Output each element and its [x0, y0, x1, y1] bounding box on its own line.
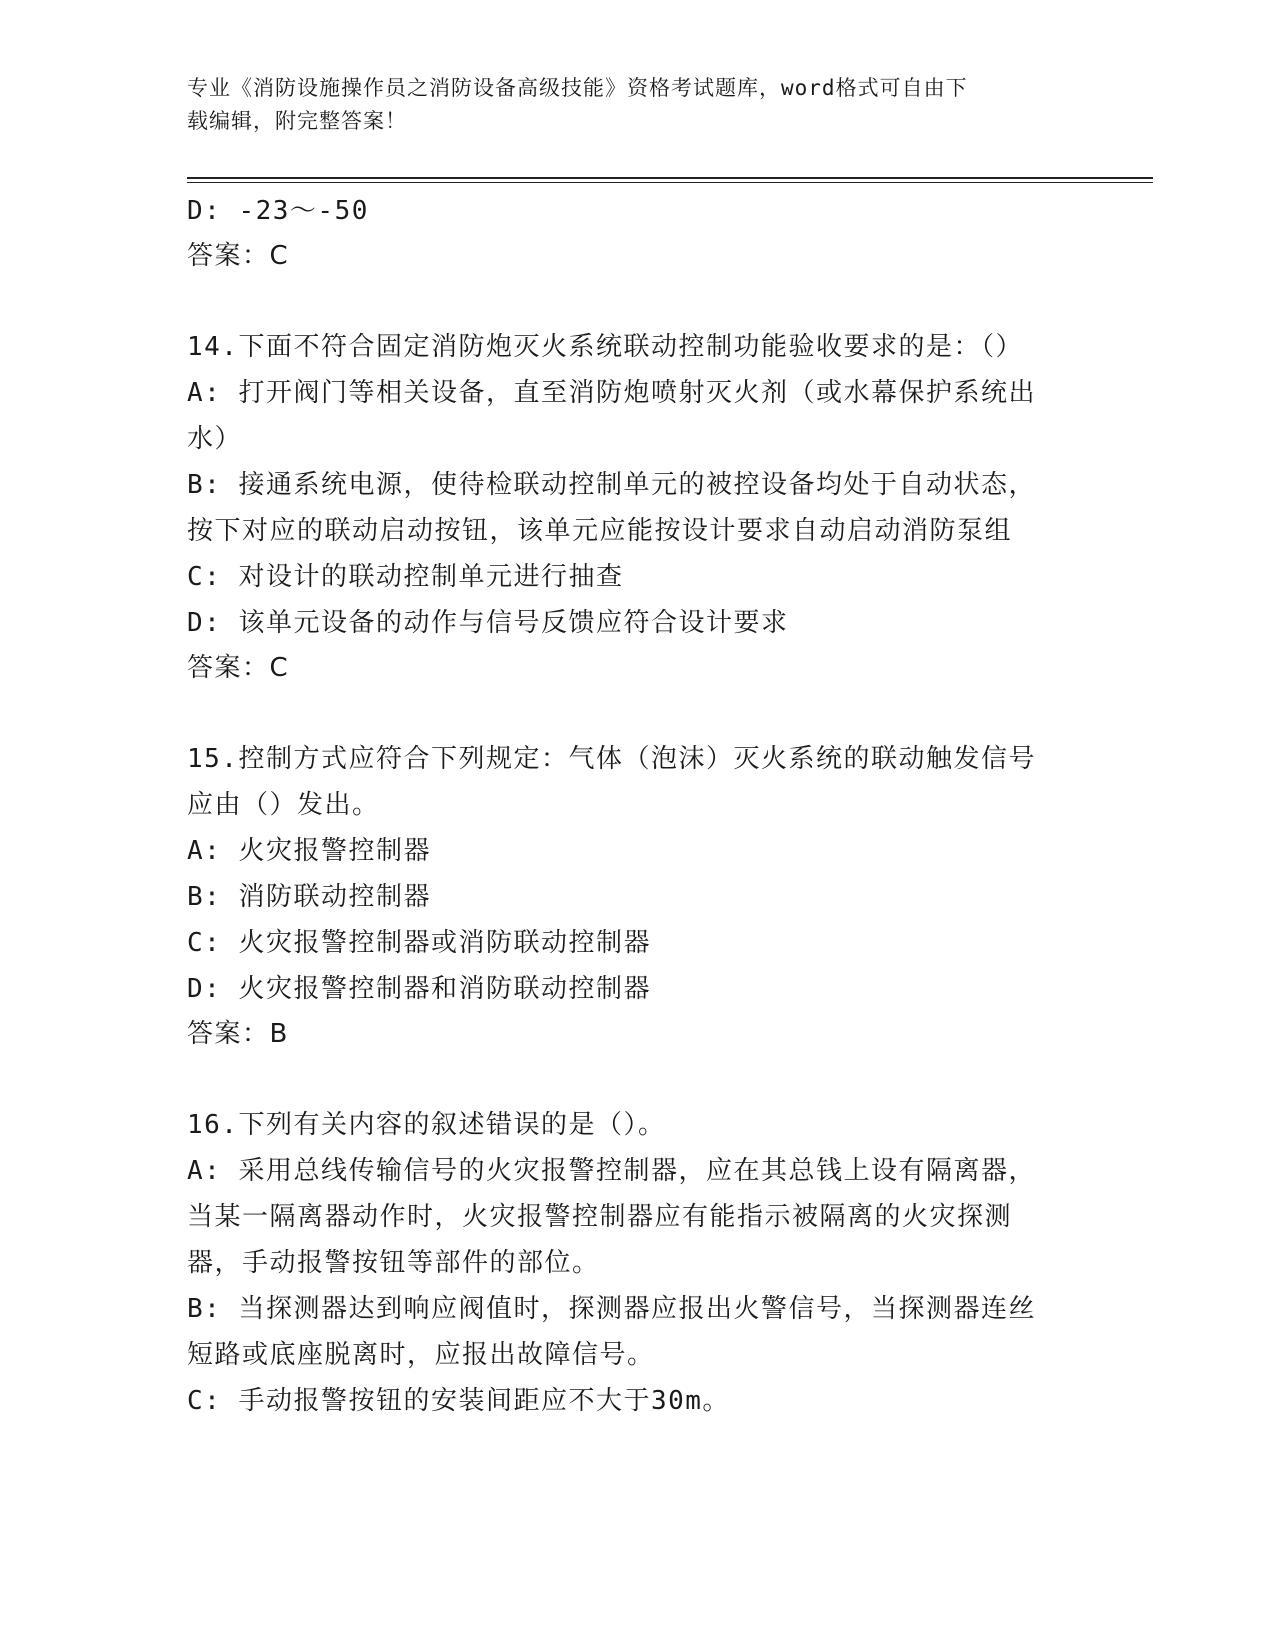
question-15-stem: 15.控制方式应符合下列规定：气体（泡沫）灭火系统的联动触发信号 — [187, 744, 1036, 774]
spacer — [187, 691, 1087, 736]
question-15 — [187, 736, 1087, 1057]
spacer — [187, 1057, 1087, 1102]
header-line-2: 载编辑，附完整答案！ — [187, 109, 407, 133]
question-16-option-a: A: 采用总线传输信号的火灾报警控制器，应在其总钱上设有隔离器， — [187, 1156, 1036, 1186]
question-15-answer: 答案：B — [187, 1019, 289, 1049]
question-content — [187, 188, 1087, 1424]
question-16-option-a-cont-2: 器，手动报警按钮等部件的部位。 — [187, 1248, 600, 1278]
question-16 — [187, 1102, 1087, 1424]
question-14-option-a-cont: 水） — [187, 424, 243, 454]
header-rule-thick — [187, 177, 1153, 179]
question-16-stem: 16.下列有关内容的叙述错误的是（）。 — [187, 1110, 666, 1140]
question-16-option-a-cont: 当某一隔离器动作时，火灾报警控制器应有能指示被隔离的火灾探测 — [187, 1202, 1013, 1232]
question-14-stem: 14.下面不符合固定消防炮灭火系统联动控制功能验收要求的是：（） — [187, 332, 1023, 362]
question-14-option-a: A: 打开阀门等相关设备，直至消防炮喷射灭火剂（或水幕保护系统出 — [187, 378, 1036, 408]
header-line-1: 专业《消防设施操作员之消防设备高级技能》资格考试题库，word格式可自由下 — [187, 76, 968, 100]
header-rule-thin — [187, 182, 1153, 183]
question-16-option-b-cont: 短路或底座脱离时，应报出故障信号。 — [187, 1340, 655, 1370]
question-14-option-b: B: 接通系统电源，使待检联动控制单元的被控设备均处于自动状态， — [187, 470, 1036, 500]
question-16-option-b: B: 当探测器达到响应阀值时，探测器应报出火警信号，当探测器连丝 — [187, 1294, 1036, 1324]
page-header — [187, 72, 1067, 138]
question-15-option-a: A: 火灾报警控制器 — [187, 836, 431, 866]
spacer — [187, 279, 1087, 324]
question-14 — [187, 324, 1087, 691]
question-15-option-c: C: 火灾报警控制器或消防联动控制器 — [187, 928, 651, 958]
prev-option-d: D: -23～-50 — [187, 196, 369, 226]
question-14-option-b-cont: 按下对应的联动启动按钮，该单元应能按设计要求自动启动消防泵组 — [187, 516, 1013, 546]
question-15-stem-cont: 应由（）发出。 — [187, 790, 380, 820]
prev-answer: 答案：C — [187, 241, 290, 271]
question-14-answer: 答案：C — [187, 653, 290, 683]
question-16-option-c: C: 手动报警按钮的安装间距应不大于30m。 — [187, 1386, 730, 1416]
question-14-option-c: C: 对设计的联动控制单元进行抽查 — [187, 562, 624, 592]
question-15-option-d: D: 火灾报警控制器和消防联动控制器 — [187, 974, 651, 1004]
question-15-option-b: B: 消防联动控制器 — [187, 882, 431, 912]
question-14-option-d: D: 该单元设备的动作与信号反馈应符合设计要求 — [187, 608, 789, 638]
